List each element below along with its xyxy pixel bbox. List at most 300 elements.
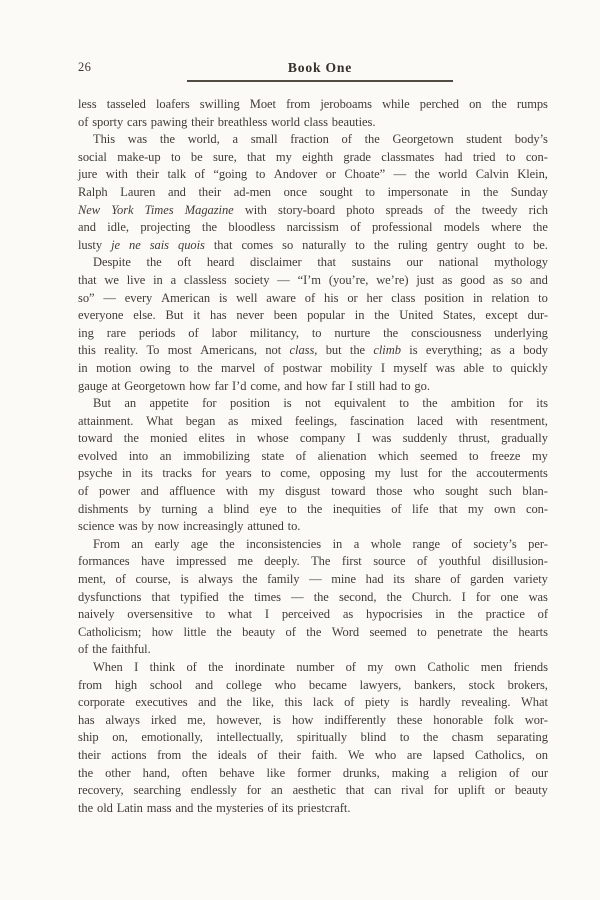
text-line: [78, 307, 548, 325]
text-line: [78, 395, 548, 413]
word: been: [273, 308, 298, 323]
word: blind: [223, 501, 250, 516]
word: my: [258, 484, 275, 499]
word: school: [149, 677, 183, 692]
word: I: [380, 360, 385, 375]
word: own: [494, 501, 516, 516]
word: Lauren: [120, 184, 156, 199]
word: be: [190, 149, 203, 164]
word: so: [282, 237, 294, 252]
word: as: [342, 607, 354, 622]
word: often: [181, 765, 208, 780]
word: everything;: [425, 343, 483, 358]
word: jure: [78, 167, 98, 182]
word: —: [393, 167, 407, 182]
word: beauty: [242, 624, 276, 639]
word: never: [236, 308, 264, 323]
word: number: [296, 660, 335, 674]
word: freeze: [490, 448, 521, 463]
word: family: [267, 572, 300, 587]
word: making: [391, 765, 429, 780]
word: own: [394, 660, 417, 674]
word: ship: [78, 730, 99, 745]
word: hardly: [419, 695, 451, 710]
word: ad-men: [233, 184, 271, 199]
word: a: [207, 501, 214, 516]
word: emotionally,: [141, 730, 203, 745]
word: for: [201, 466, 216, 481]
text-line: [78, 518, 548, 536]
word: that: [317, 255, 336, 270]
word: lapsed: [432, 747, 465, 762]
word: their: [198, 184, 222, 199]
word: lusty: [78, 237, 103, 252]
word: The: [311, 554, 331, 569]
word: appetite: [149, 396, 189, 411]
word: of: [450, 572, 461, 587]
text-line: [78, 606, 548, 624]
word: one: [500, 589, 519, 604]
text-line: [78, 589, 548, 607]
text-line: [78, 624, 548, 642]
word: as: [490, 343, 501, 358]
word: classmates: [381, 149, 435, 164]
word: of: [537, 607, 548, 622]
word: well: [236, 290, 258, 305]
word: spiritually: [296, 730, 348, 745]
word: from: [157, 747, 182, 762]
word: tried: [472, 149, 496, 164]
word: What: [146, 413, 173, 428]
word: began: [185, 413, 216, 428]
word: laced: [416, 413, 443, 428]
word: But: [165, 308, 184, 323]
word: New: [78, 202, 101, 217]
word: her: [366, 290, 383, 305]
word: these: [396, 712, 423, 727]
text-line: [78, 553, 548, 571]
word: me,: [187, 712, 206, 727]
word: a: [441, 765, 447, 780]
word: Catholicism;: [78, 624, 142, 639]
word: times: [254, 589, 281, 604]
word: the: [457, 607, 473, 622]
word: dishments: [78, 501, 129, 516]
word: the: [201, 220, 218, 235]
word: the: [146, 255, 162, 270]
word: college: [225, 677, 262, 692]
text-segment: the old Latin mass and the mysteries of its priestcraft.: [78, 800, 351, 815]
word: with: [455, 413, 478, 428]
word: the: [191, 747, 207, 762]
word: disclaimer: [250, 255, 302, 270]
word: that: [247, 149, 266, 164]
word: society: [234, 272, 270, 287]
word: drunks,: [342, 765, 380, 780]
word: social: [78, 149, 107, 164]
word: inconsistencies: [246, 536, 322, 551]
word: but: [325, 343, 342, 358]
word: sure,: [212, 149, 237, 164]
word: inequities: [332, 501, 381, 516]
word: sais: [149, 237, 169, 252]
word: are: [406, 747, 423, 762]
word: tasseled: [106, 97, 146, 111]
word: Church.: [411, 589, 452, 604]
word: in: [235, 431, 246, 446]
word: Andover: [273, 167, 318, 182]
word: This: [93, 132, 116, 147]
word: oversensitive: [127, 607, 193, 622]
word: what: [227, 607, 253, 622]
word: ought: [477, 237, 506, 252]
word: little: [183, 624, 207, 639]
word: of: [433, 202, 445, 217]
word: impersonate: [387, 184, 449, 199]
word: of: [115, 572, 126, 587]
word: tweedy: [481, 202, 518, 217]
word: recovery,: [78, 783, 124, 798]
word: myself: [393, 360, 428, 375]
word: swilling: [199, 97, 240, 111]
word: of: [345, 660, 356, 674]
word: ing: [78, 325, 94, 340]
word: When: [93, 660, 123, 674]
word: range: [412, 536, 441, 551]
word: every: [124, 290, 153, 305]
word: eye: [259, 501, 277, 516]
word: con-: [525, 149, 548, 164]
word: for: [475, 589, 491, 604]
word: to: [538, 290, 548, 305]
word: to: [179, 360, 189, 375]
page-number: 26: [78, 60, 92, 74]
word: and: [195, 677, 214, 692]
word: typified: [180, 589, 219, 604]
word: the: [219, 536, 235, 551]
word: of: [188, 325, 199, 340]
word: corporate: [78, 695, 125, 710]
word: is: [409, 343, 418, 358]
word: so”: [78, 290, 95, 305]
word: or: [325, 167, 337, 182]
word: was: [372, 431, 392, 446]
word: “going: [213, 167, 248, 182]
word: the: [373, 237, 389, 252]
word: my: [467, 501, 484, 516]
text-line: [78, 694, 548, 712]
word: hearts: [518, 624, 548, 639]
word: the: [455, 202, 471, 217]
word: religion: [458, 765, 498, 780]
word: rich: [528, 202, 548, 217]
word: we: [104, 272, 119, 287]
word: our: [406, 255, 423, 270]
word: rare: [106, 325, 126, 340]
text-line: [78, 237, 548, 255]
word: who: [374, 747, 397, 762]
text-line: [78, 430, 548, 448]
word: “I’m: [297, 272, 321, 287]
word: in: [472, 290, 483, 305]
word: national: [438, 255, 479, 270]
word: searching: [133, 783, 181, 798]
word: idle,: [107, 220, 129, 235]
word: brokers,: [507, 677, 548, 692]
word: disillusion-: [492, 554, 548, 569]
word: once: [283, 184, 308, 199]
paragraph: [78, 536, 548, 659]
word: not: [305, 396, 321, 411]
word: on: [535, 747, 548, 762]
word: —: [291, 589, 304, 604]
word: like,: [252, 695, 274, 710]
word: and: [78, 220, 96, 235]
word: think: [149, 660, 176, 674]
word: early: [154, 536, 180, 551]
word: of: [285, 624, 296, 639]
word: naturally: [302, 237, 347, 252]
word: which: [378, 448, 409, 463]
text-segment: of the faithful.: [78, 642, 151, 657]
word: world,: [187, 132, 220, 147]
word: years: [225, 466, 252, 481]
word: class: [391, 290, 416, 305]
word: can: [374, 783, 392, 798]
word: just: [416, 272, 435, 287]
word: Americans,: [200, 343, 257, 358]
word: high: [115, 677, 138, 692]
text-line: [78, 219, 548, 237]
word: motion: [96, 360, 132, 375]
word: for: [246, 783, 262, 798]
word: endlessly: [190, 783, 237, 798]
word: of: [295, 448, 307, 463]
word: with: [225, 484, 248, 499]
word: however,: [216, 712, 262, 727]
word: is: [400, 695, 409, 710]
word: To: [146, 343, 160, 358]
word: to: [399, 730, 410, 745]
word: turning: [161, 501, 198, 516]
word: equivalent: [334, 396, 386, 411]
word: actions: [111, 747, 147, 762]
word: piety: [365, 695, 390, 710]
word: so: [511, 272, 523, 287]
word: share: [414, 572, 441, 587]
word: sustains: [351, 255, 391, 270]
word: the: [159, 132, 175, 147]
text-line: [78, 659, 548, 677]
word: to: [311, 325, 322, 340]
word: have: [141, 554, 165, 569]
word: the: [532, 220, 548, 235]
word: blind: [360, 730, 387, 745]
word: to: [365, 184, 375, 199]
word: by: [138, 501, 152, 516]
word: other: [105, 765, 131, 780]
word: to: [287, 501, 297, 516]
word: or: [494, 783, 505, 798]
page-body: [78, 96, 548, 817]
word: United: [399, 308, 434, 323]
word: monied: [150, 431, 188, 446]
word: professional: [371, 220, 433, 235]
text-line: [78, 149, 548, 167]
word: as: [228, 413, 239, 428]
word: the: [422, 396, 438, 411]
word: of: [416, 554, 428, 569]
word: Sunday: [510, 184, 548, 199]
word: separating: [497, 730, 548, 745]
word: dysfunctions: [78, 589, 142, 604]
word: sought: [319, 184, 353, 199]
text-line: [78, 729, 548, 747]
word: body’s: [514, 132, 548, 147]
word: blan-: [522, 484, 548, 499]
word: penetrate: [437, 624, 483, 639]
word: in: [460, 184, 471, 199]
word: the: [482, 184, 499, 199]
word: folk: [493, 712, 514, 727]
text-line: [78, 413, 548, 431]
word: the: [374, 308, 390, 323]
word: perceived: [281, 607, 330, 622]
word: I: [134, 660, 139, 674]
word: beauty: [514, 783, 548, 798]
text-line: [78, 114, 548, 132]
word: Ralph: [78, 184, 108, 199]
text-line: [78, 536, 548, 554]
text-line: [78, 378, 548, 396]
word: age: [190, 536, 209, 551]
word: an: [271, 783, 283, 798]
word: that: [213, 237, 233, 252]
word: make-up: [117, 149, 161, 164]
word: for: [433, 783, 449, 798]
word: fascination: [349, 413, 405, 428]
word: company: [299, 431, 346, 446]
word: live: [126, 272, 146, 287]
word: the: [492, 624, 508, 639]
word: like: [266, 765, 286, 780]
word: wor-: [524, 712, 548, 727]
word: who: [413, 484, 435, 499]
word: the: [307, 501, 323, 516]
text-segment: science was by now increasingly attuned to.: [78, 519, 301, 534]
word: for: [202, 396, 217, 411]
word: into: [128, 448, 149, 463]
word: intellectually,: [216, 730, 284, 745]
word: an: [159, 448, 172, 463]
word: position: [229, 396, 270, 411]
word: most: [167, 343, 192, 358]
word: to: [261, 466, 271, 481]
word: feelings,: [294, 413, 338, 428]
word: sought: [445, 484, 479, 499]
word: Despite: [93, 255, 131, 270]
word: lack: [312, 695, 334, 710]
text-line: [78, 765, 548, 783]
word: course,: [135, 572, 171, 587]
word: and: [198, 695, 217, 710]
word: the: [216, 624, 232, 639]
word: except: [485, 308, 518, 323]
word: class,: [289, 343, 318, 358]
word: Times: [144, 202, 174, 217]
word: had: [444, 149, 463, 164]
text-line: [78, 571, 548, 589]
word: is: [180, 572, 189, 587]
word: From: [93, 536, 120, 551]
word: owing: [139, 360, 171, 375]
text-line: [78, 800, 548, 818]
word: it: [193, 308, 201, 323]
word: his: [324, 290, 339, 305]
word: was: [528, 589, 548, 604]
word: men: [480, 660, 503, 674]
word: was: [435, 360, 455, 375]
word: aware: [266, 290, 296, 305]
word: of: [350, 220, 361, 235]
running-head-title: Book One: [287, 60, 353, 75]
word: dur-: [527, 308, 548, 323]
word: the: [383, 325, 399, 340]
word: mythology: [494, 255, 548, 270]
word: lust: [400, 466, 419, 481]
word: naively: [78, 607, 115, 622]
word: those: [376, 484, 403, 499]
word: less: [78, 97, 97, 111]
word: labor: [211, 325, 237, 340]
word: spreads: [385, 202, 423, 217]
word: faith.: [311, 747, 338, 762]
word: seemed: [420, 448, 458, 463]
word: to: [492, 360, 503, 375]
word: our: [531, 765, 548, 780]
word: jeroboams: [320, 97, 372, 111]
word: is: [218, 290, 228, 305]
word: story-board: [278, 202, 336, 217]
word: society’s: [473, 536, 517, 551]
word: became: [308, 677, 347, 692]
word: we’re): [376, 272, 409, 287]
word: Catholics,: [475, 747, 525, 762]
text-line: [78, 712, 548, 730]
word: ne: [129, 237, 141, 252]
word: uplift: [458, 783, 485, 798]
word: their: [78, 747, 101, 762]
word: come,: [280, 466, 311, 481]
word: that: [438, 501, 458, 516]
word: the: [226, 695, 242, 710]
word: the: [242, 572, 258, 587]
paragraph: [78, 96, 548, 131]
word: while: [382, 97, 410, 111]
paragraph: [78, 395, 548, 536]
word: to: [170, 149, 181, 164]
word: What: [521, 695, 548, 710]
word: is: [272, 712, 281, 727]
word: small: [250, 132, 278, 147]
word: toward: [331, 484, 366, 499]
word: with: [244, 202, 267, 217]
word: mine: [331, 572, 356, 587]
word: as: [442, 272, 453, 287]
word: the: [491, 97, 507, 111]
word: the: [349, 343, 366, 358]
word: from: [78, 677, 103, 692]
